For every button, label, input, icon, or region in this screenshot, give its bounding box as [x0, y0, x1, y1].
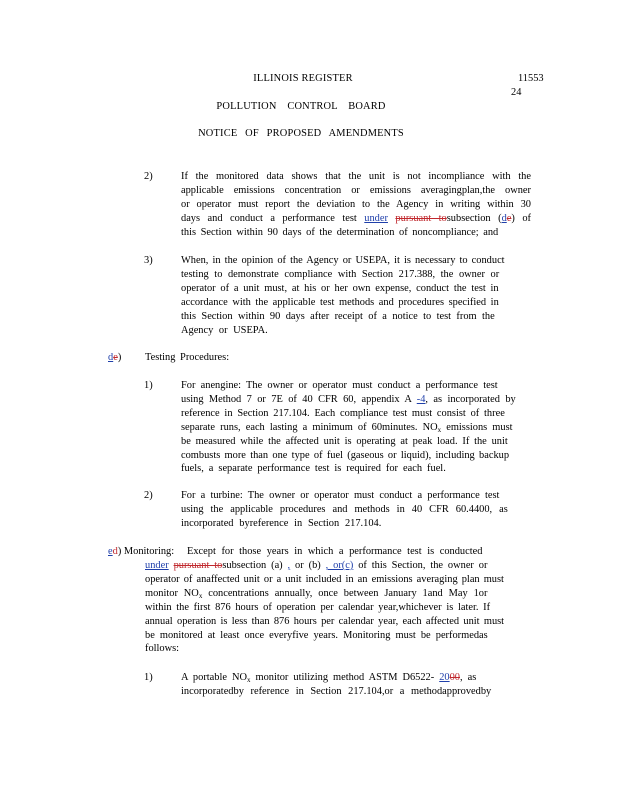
inserted-text: -4: [416, 393, 426, 405]
deleted-text: 00: [449, 672, 460, 683]
item-2-number: 2): [144, 171, 153, 182]
section-d-label: de): [108, 352, 122, 363]
section-e-label: ed) Monitoring:: [108, 546, 175, 557]
d2-number: 2): [144, 490, 153, 501]
page-number: 11553: [518, 73, 544, 84]
inserted-text: under: [145, 560, 169, 571]
d1-number: 1): [144, 380, 153, 391]
e1-number: 1): [144, 672, 153, 683]
item-3-text: When, in the opinion of the Agency or USEPA, it is necessary to conduct testing to demonstrate compliance with Section 217.388, the owner or operator of a unit must, at his or her own expense, conduct the test in accordance with the applicable test methods and procedures specified in this Section within 90 days after receipt of a notice to test from the Agency or USEPA.: [181, 255, 505, 336]
inserted-text: 20: [439, 672, 450, 683]
inserted-text: ,: [287, 560, 291, 571]
board-name: POLLUTION CONTROL BOARD: [216, 101, 386, 112]
item-3-number: 3): [144, 255, 153, 266]
deleted-text: e: [506, 212, 512, 224]
deleted-text: pursuant to: [173, 560, 223, 571]
section-e-text: under pursuant tosubsection (a) , or (b) , or(c) of this Section, the owner or operator of anaffected unit or a unit included in an emissions averaging plan must monitor $NO_x$ concentrations annually, once between January 1and May 1or within the first 876 hours of operation per calendar year,whichever is later. If annual operation is less than 876 hours per calendar year, each affected unit must be monitored at least once everyfive years. Monitoring must be performedas follows:: [145, 560, 505, 655]
d2-text: For a turbine: The owner or operator must conduct a performance test using the applicable procedures and methods in 40 CFR 60.4400, as incorporated byreference in Section 217.104.: [181, 490, 508, 529]
register-title: ILLINOIS REGISTER: [253, 73, 353, 84]
e1-text: A portable $NO_x$ monitor utilizing method ASTM D6522- 2000, as incorporatedby reference in Section 217.104,or a methodapprovedby: [181, 672, 492, 697]
inserted-text: d: [501, 212, 507, 224]
section-e-first-line: Except for those years in which a performance test is conducted: [187, 546, 483, 557]
item-2-text: If the monitored data shows that the unit is not incompliance with the applicable emissions concentration or emissions averagingplan,the owner or operator must report the deviation to the Agency in writing within 30 days and conduct a performance test under pursuant tosubsection (de) of this Section within 90 days of the determination of noncompliance; and: [181, 171, 531, 238]
section-d-title: Testing Procedures:: [145, 352, 230, 363]
page-sub-number: 24: [511, 87, 522, 98]
deleted-text: pursuant to: [395, 212, 447, 224]
inserted-text: under: [364, 212, 388, 224]
notice-title: NOTICE OF PROPOSED AMENDMENTS: [198, 128, 404, 139]
inserted-text: , or(c): [325, 560, 354, 571]
d1-text: For anengine: The owner or operator must conduct a performance test using Method 7 or 7E of 40 CFR 60, appendix A -4, as incorporated by reference in Section 217.104. Each compliance test must consist of three separate runs, each lasting a minimum of 60minutes. $NO_x$ emissions must be measured while the affected unit is operating at peak load. If the unit combusts more than one type of fuel (gaseous or liquid), including backup fuels, a separate performance test is required for each fuel.: [181, 380, 516, 475]
